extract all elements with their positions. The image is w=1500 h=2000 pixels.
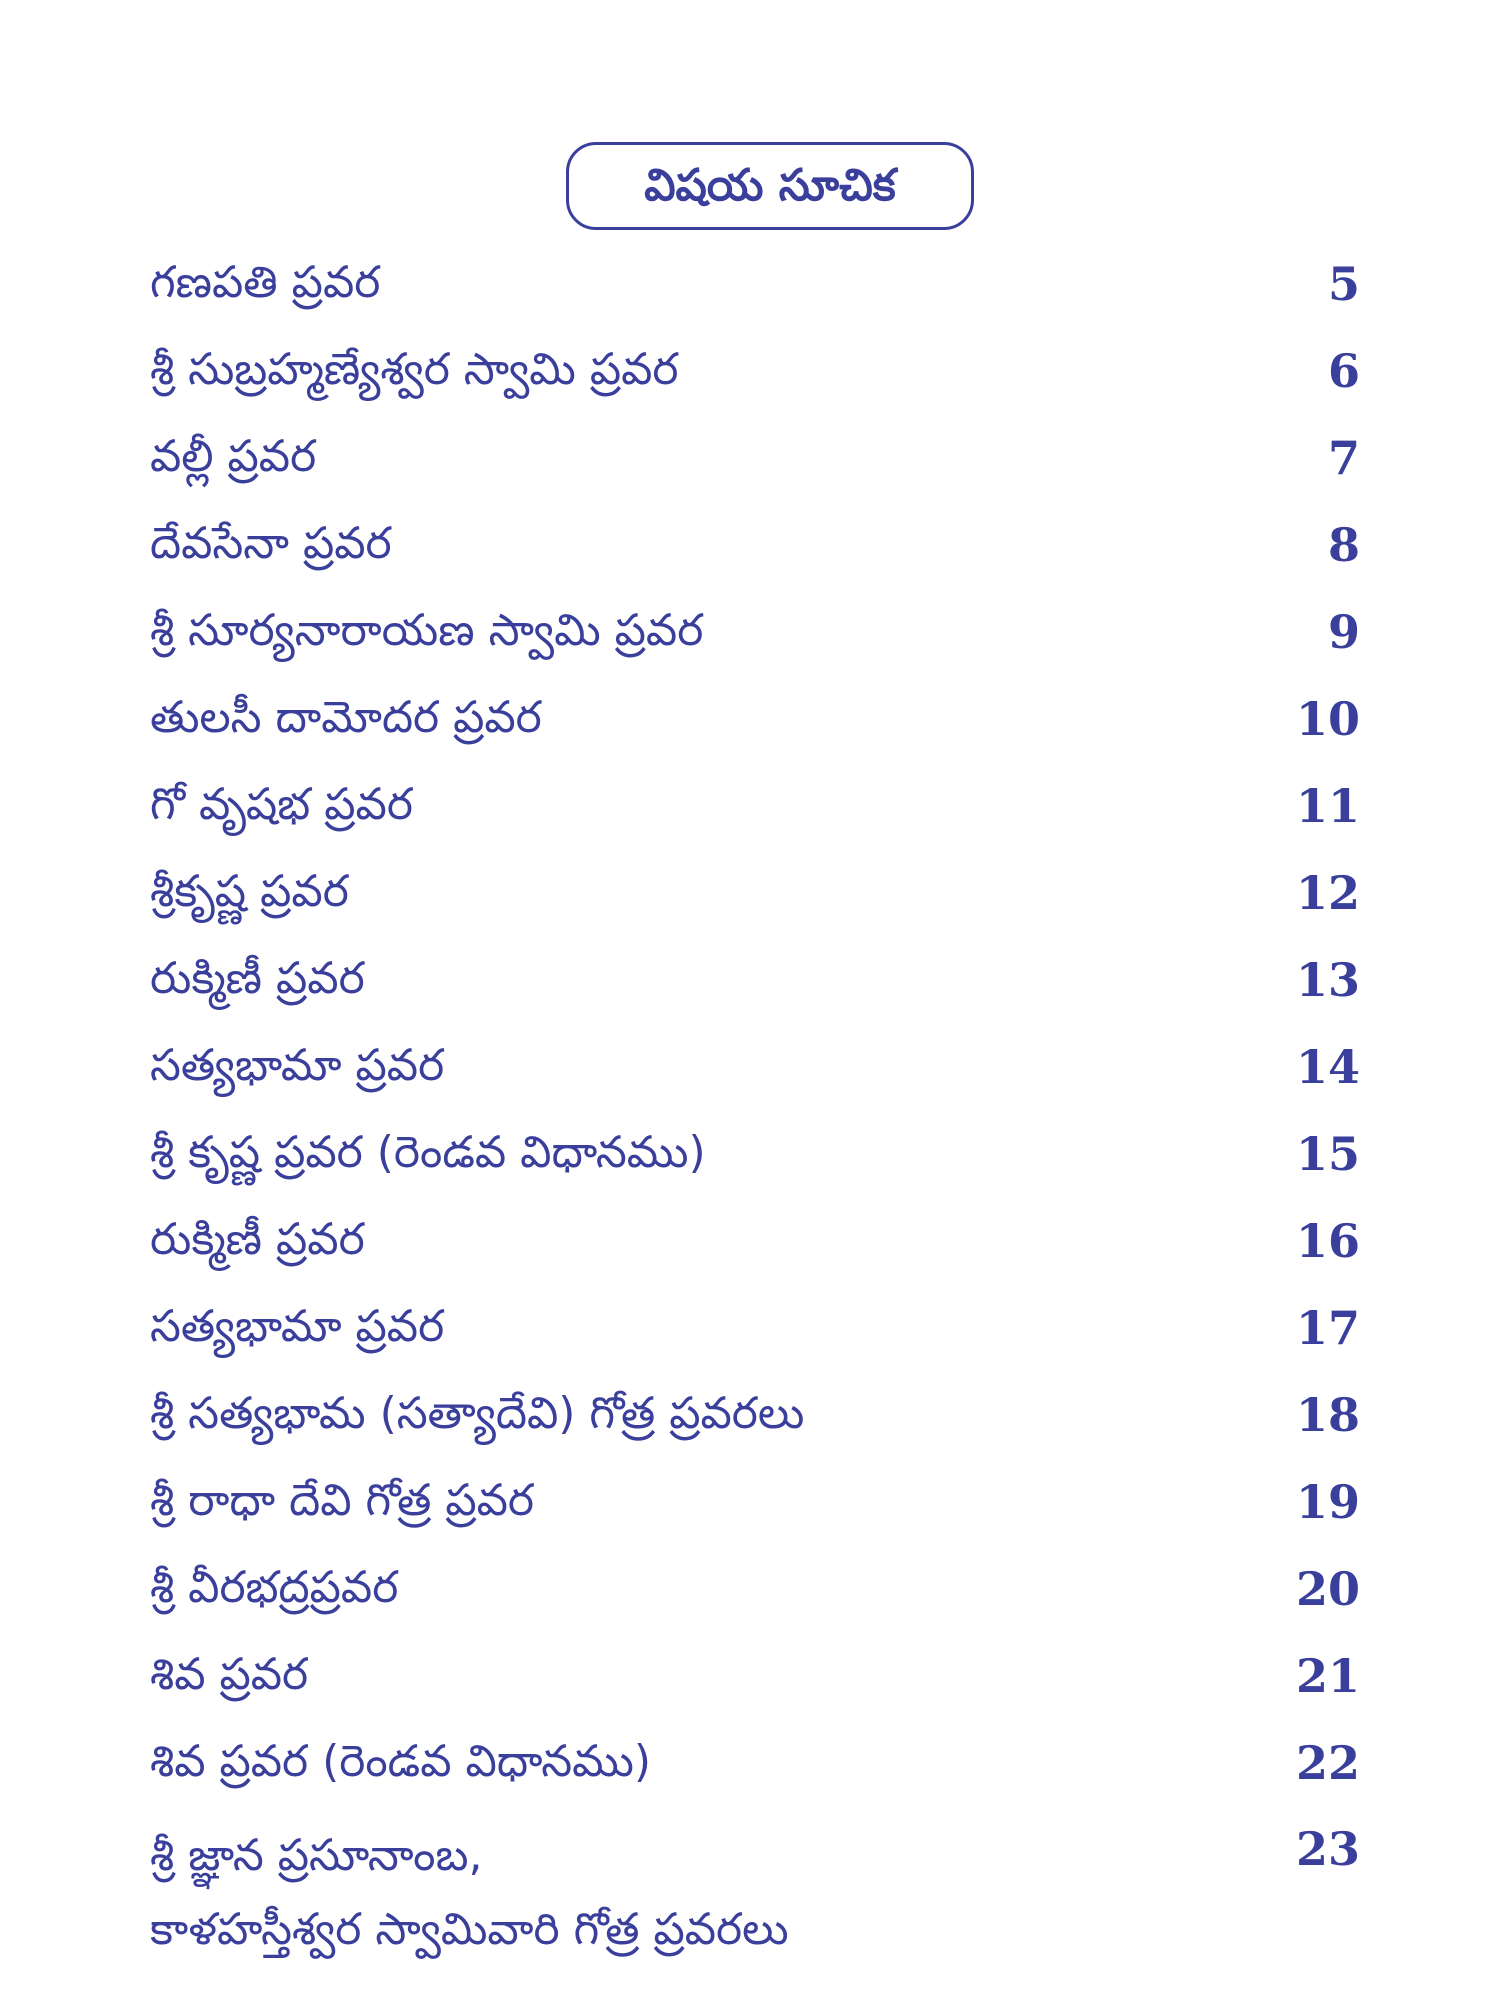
toc-entry-title-block [150,1826,789,1973]
toc-entry [150,1284,1360,1371]
toc-entry-title: రుక్మిణీ ప్రవర [150,1214,365,1266]
toc-entry-title: శ్రీ సుబ్రహ్మణ్యేశ్వర స్వామి ప్రవర [150,344,679,396]
toc-entry [150,240,1360,327]
toc-entry-page-number: 21 [1295,1648,1360,1703]
page-title: విషయ సూచిక [644,160,896,211]
toc-entry-title: శ్రీ వీరభద్రప్రవర [150,1562,399,1614]
toc-entry-page-number: 8 [1327,517,1360,572]
toc-entry-page-number: 11 [1295,778,1360,833]
toc-entry-title: గో వృషభ ప్రవర [150,779,413,831]
toc-entry-title: శ్రీకృష్ణ ప్రవర [150,866,349,918]
toc-entry-title: శివ ప్రవర (రెండవ విధానము) [150,1736,652,1788]
toc-entry-page-number: 19 [1295,1474,1360,1529]
toc-entry-title: వల్లీ ప్రవర [150,431,317,483]
toc-entry-page-number: 9 [1327,604,1360,659]
table-of-contents [150,240,1360,1973]
toc-entry [150,327,1360,414]
toc-entry-page-number: 6 [1327,343,1360,398]
toc-entry-title: సత్యభామా ప్రవర [150,1301,445,1353]
toc-entry-page-number: 12 [1295,865,1360,920]
toc-entry-page-number: 18 [1295,1387,1360,1442]
toc-entry-title: తులసీ దామోదర ప్రవర [150,692,542,744]
toc-entry-title: శ్రీ కృష్ణ ప్రవర (రెండవ విధానము) [150,1127,706,1179]
toc-entry-page-number: 16 [1295,1213,1360,1268]
toc-entry [150,1545,1360,1632]
toc-entry-page-number: 20 [1295,1561,1360,1616]
toc-entry-page-number: 14 [1295,1039,1360,1094]
toc-entry-title: శివ ప్రవర [150,1649,309,1701]
toc-entry [150,675,1360,762]
toc-entry [150,936,1360,1023]
toc-entry [150,1458,1360,1545]
toc-entry-page-number: 10 [1295,691,1360,746]
toc-entry [150,588,1360,675]
toc-entry [150,849,1360,936]
toc-entry-page-number: 22 [1295,1735,1360,1790]
toc-entry-title: సత్యభామా ప్రవర [150,1040,445,1092]
toc-entry [150,762,1360,849]
toc-entry [150,414,1360,501]
toc-entry [150,1197,1360,1284]
toc-entry-title: శ్రీ సూర్యనారాయణ స్వామి ప్రవర [150,605,704,657]
toc-entry-title-line-2: కాళహస్తీశ్వర స్వామివారి గోత్ర ప్రవరలు [150,1904,789,1955]
heading-frame [566,142,974,230]
toc-entry-title: రుక్మిణీ ప్రవర [150,953,365,1005]
toc-entry-page-number: 17 [1295,1300,1360,1355]
toc-entry [150,1719,1360,1806]
toc-entry [150,1023,1360,1110]
toc-entry-page-number: 23 [1295,1822,1360,1876]
toc-entry [150,1110,1360,1197]
toc-entry [150,1371,1360,1458]
toc-entry [150,1806,1360,1973]
toc-entry [150,1632,1360,1719]
toc-entry-title: దేవసేనా ప్రవర [150,518,392,570]
toc-entry-page-number: 5 [1327,256,1360,311]
toc-entry-title: గణపతి ప్రవర [150,257,381,309]
toc-entry-page-number: 15 [1295,1126,1360,1181]
toc-entry-title-line-1: శ్రీ జ్ఞాన ప్రసూనాంబ, [150,1830,483,1881]
toc-entry [150,501,1360,588]
toc-entry-page-number: 7 [1327,430,1360,485]
toc-entry-page-number: 13 [1295,952,1360,1007]
toc-entry-title: శ్రీ రాధా దేవి గోత్ర ప్రవర [150,1475,535,1527]
toc-entry-title: శ్రీ సత్యభామ (సత్యాదేవి) గోత్ర ప్రవరలు [150,1388,805,1440]
